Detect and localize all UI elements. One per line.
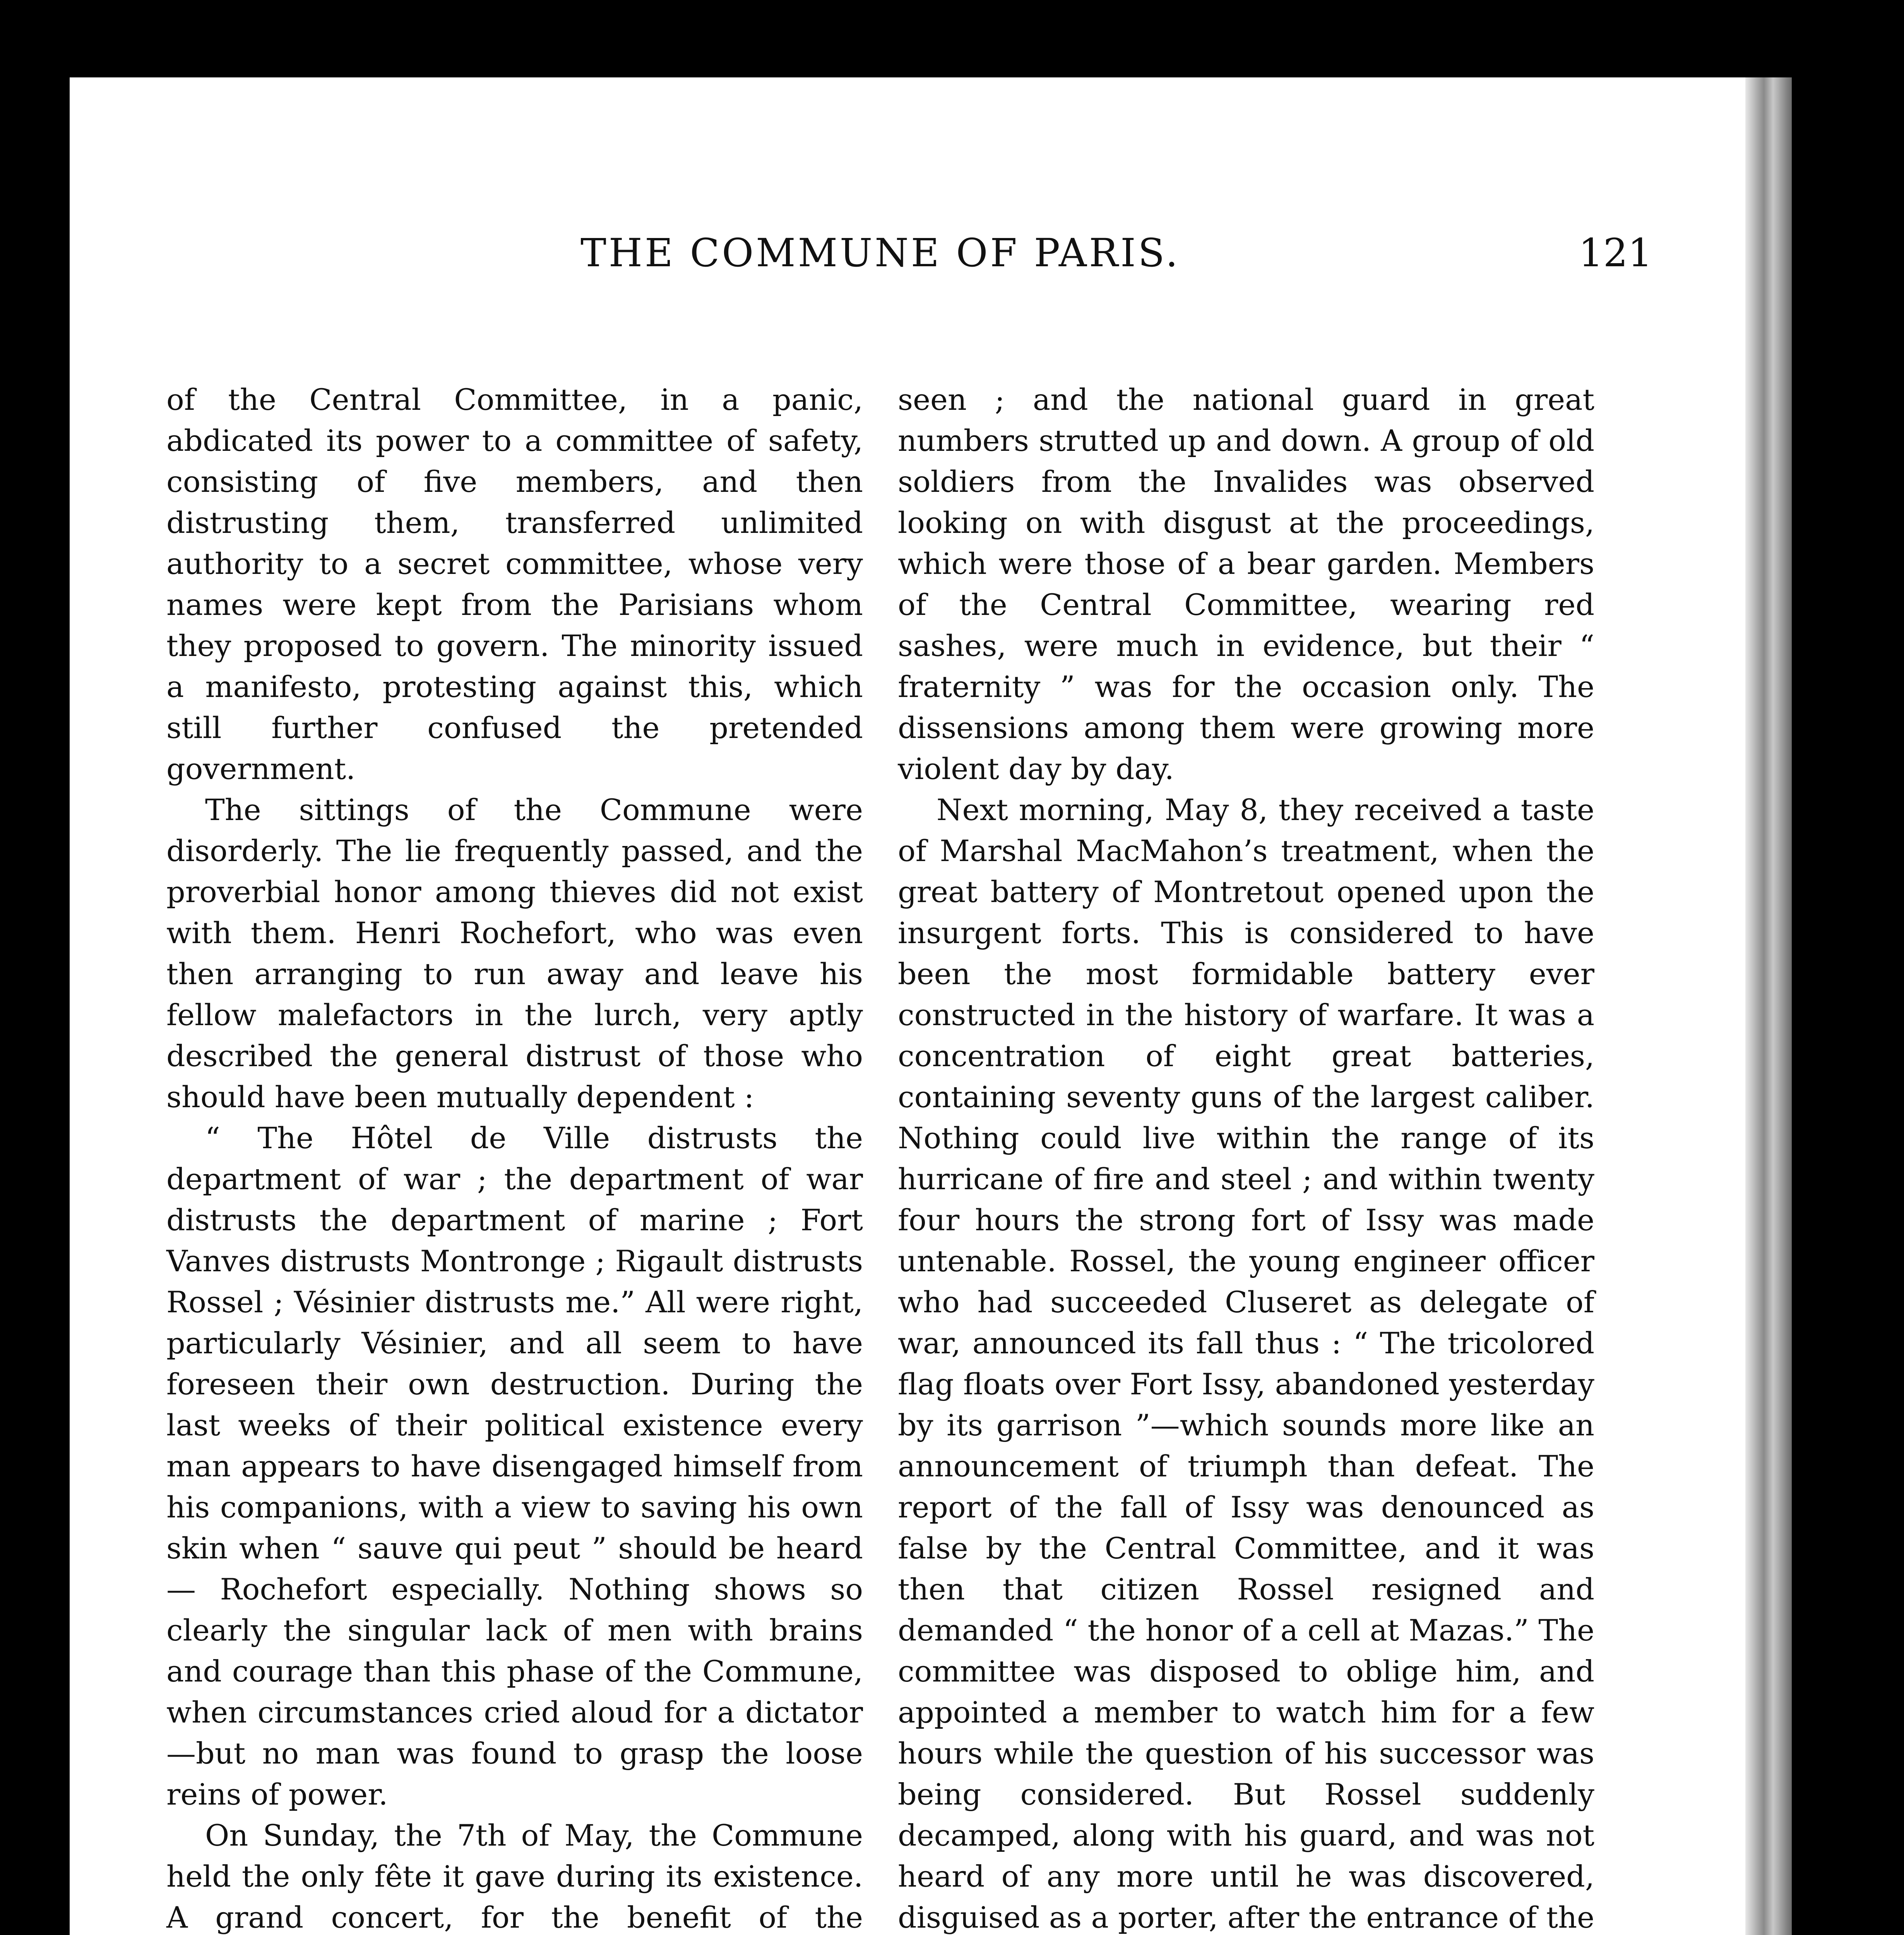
- page-edge-shadow: [1745, 77, 1792, 1935]
- paragraph: On Sunday, the 7th of May, the Commune held the only fête it gave during its existence. A grand concert, for the benefit of the: [166, 1818, 863, 1935]
- page-number: 121: [1579, 230, 1652, 276]
- left-column: [166, 379, 863, 1935]
- paragraph: seen ; and the national guard in great numbers strutted up and down. A group of old soldiers from the Invalides was observed looking on with disgust at the proceedings, which were those of a bear garden. Members of the Central Committee, wearing red sashes, were much in evidence, but their “ fraternity ” was for the occasion only. The dissensions among them were growing more violent day by day.: [898, 382, 1594, 786]
- paragraph: The sittings of the Commune were disorderly. The lie frequently passed, and the proverbial honor among thieves did not exist with them. Henri Rochefort, who was even then arranging to run away and leave his fellow malefactors in the lurch, very aptly described the general distrust of those who should have been mutually dependent :: [166, 793, 863, 1114]
- paragraph: “ The Hôtel de Ville distrusts the department of war ; the department of war distrusts the department of marine ; Fort Vanves distrusts Montronge ; Rigault distrusts Rossel ; Vésinier distrusts me.” All were right, particularly Vésinier, and all seem to have foreseen their own destruction. During the last weeks of their political existence every man appears to have disengaged himself from his companions, with a view to saving his own skin when “ sauve qui peut ” should be heard — Rochefort especially. Nothing shows so clearly the singular lack of men with brains and courage than this phase of the Commune, when circumstances cried aloud for a dictator—but no man was found to grasp the loose reins of power.: [166, 1121, 863, 1812]
- paragraph: of the Central Committee, in a panic, abdicated its power to a committee of safety, consisting of five members, and then distrusting them, transferred unlimited authority to a secret committee, whose very names were kept from the Parisians whom they proposed to govern. The minority issued a manifesto, protesting against this, which still further confused the pretended government.: [166, 382, 863, 786]
- book-page: [70, 77, 1792, 1935]
- running-title: THE COMMUNE OF PARIS.: [580, 230, 1180, 276]
- paragraph: Next morning, May 8, they received a taste of Marshal MacMahon’s treatment, when the great battery of Montretout opened upon the insurgent forts. This is considered to have been the most formidable battery ever constructed in the history of warfare. It was a concentration of eight great batteries, containing seventy guns of the largest caliber. Nothing could live within the range of its hurricane of fire and steel ; and within twenty four hours the strong fort of Issy was made untenable. Rossel, the young engineer officer who had succeeded Cluseret as delegate of war, announced its fall thus : “ The tricolored flag floats over Fort Issy, abandoned yesterday by its garrison ”—which sounds more like an announcement of triumph than defeat. The report of the fall of Issy was denounced as false by the Central Committee, and it was then that citizen Rossel resigned and demanded “ the honor of a cell at Mazas.” The committee was disposed to oblige him, and appointed a member to watch him for a few hours while the question of his successor was being considered. But Rossel suddenly decamped, along with his guard, and was not heard of any more until he was discovered, disguised as a porter, after the entrance of the: [898, 793, 1594, 1935]
- right-column: [898, 379, 1594, 1935]
